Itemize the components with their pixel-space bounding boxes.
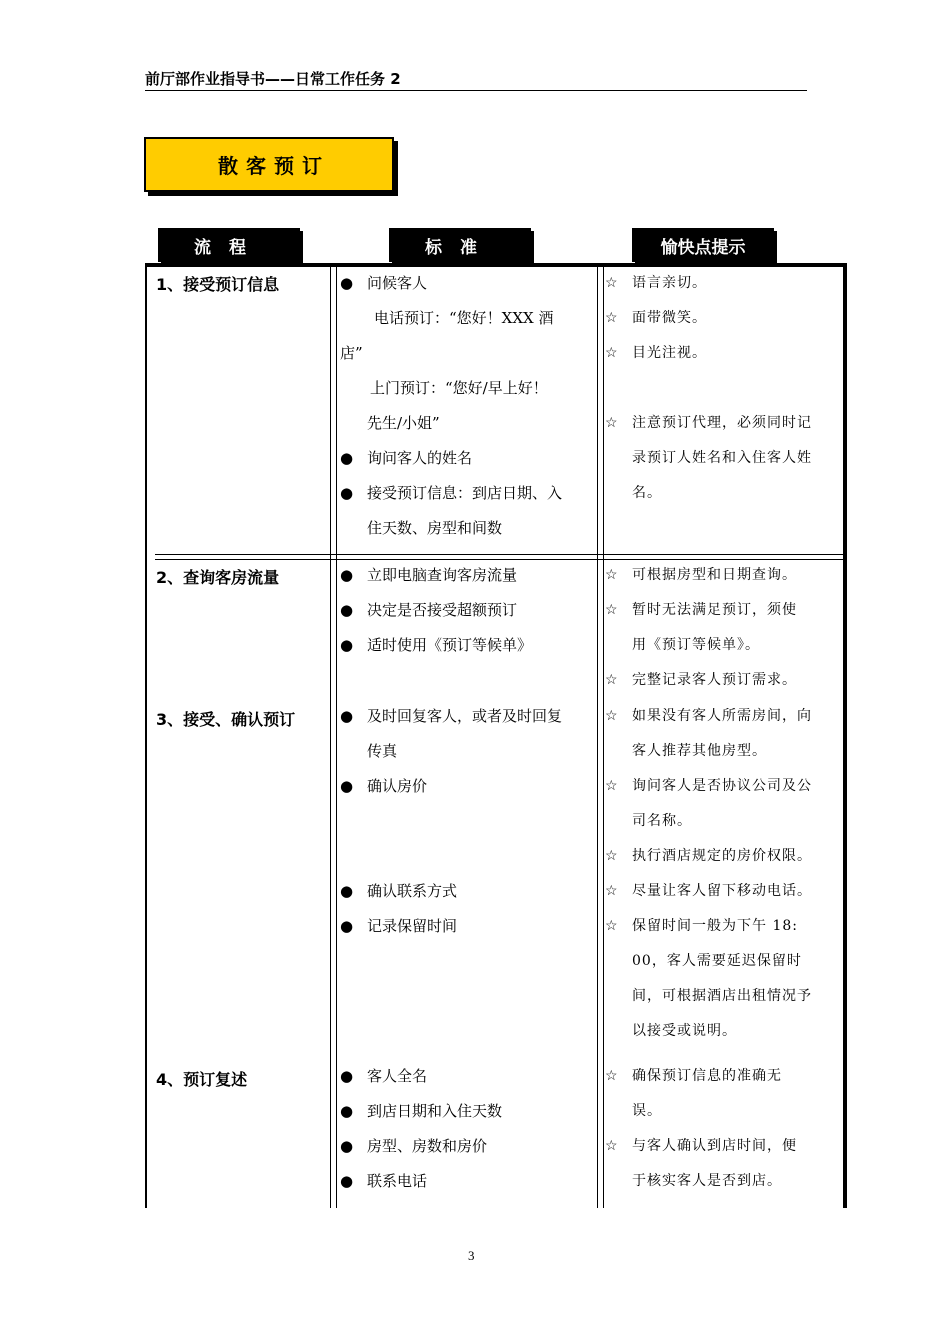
tip-item: ☆ 注意预订代理，必须同时记 [605, 406, 839, 441]
star-icon: ☆ [605, 602, 619, 618]
standard-cell-2 [340, 558, 592, 663]
tip-item: ☆ 如果没有客人所需房间，向 [605, 699, 839, 734]
standard-item: ● 问候客人 [340, 266, 592, 301]
star-icon: ☆ [605, 883, 619, 899]
standard-item: ● 记录保留时间 [340, 909, 592, 944]
process-step-2: 2、查询客房流量 [156, 568, 280, 587]
star-icon: ☆ [605, 778, 619, 794]
star-icon: ☆ [605, 1068, 619, 1084]
star-icon: ☆ [605, 310, 619, 326]
tip-item: ☆ 暂时无法满足预订，须使 [605, 593, 839, 628]
standard-cell-4 [340, 1059, 592, 1199]
tip-item: 录预订人姓名和入住客人姓 [632, 450, 812, 466]
tip-item: 00，客人需要延迟保留时 [632, 953, 802, 969]
tip-item: ☆ 完整记录客人预订需求。 [605, 663, 839, 698]
standard-item: ● 及时回复客人，或者及时回复 [340, 699, 592, 734]
column-header-process: 流程 [158, 228, 300, 262]
star-icon: ☆ [605, 567, 619, 583]
bullet-icon: ● [340, 1172, 354, 1190]
tip-item: 名。 [632, 485, 662, 501]
column-divider [336, 267, 337, 1208]
star-icon: ☆ [605, 708, 619, 724]
standard-item: ● 确认联系方式 [340, 874, 592, 909]
tip-item: ☆ 保留时间一般为下午 18: [605, 909, 839, 944]
tip-item: ☆ 尽量让客人留下移动电话。 [605, 874, 839, 909]
standard-item: ● 询问客人的姓名 [340, 441, 592, 476]
star-icon: ☆ [605, 275, 619, 291]
standard-item: ● 决定是否接受超额预订 [340, 593, 592, 628]
standard-item: 上门预订：“您好/早上好！ [370, 379, 548, 397]
tip-item: ☆ 目光注视。 [605, 336, 839, 371]
bullet-icon: ● [340, 601, 354, 619]
bullet-icon: ● [340, 274, 354, 292]
tip-item: 以接受或说明。 [632, 1023, 737, 1039]
tips-cell-4 [605, 1059, 839, 1199]
star-icon: ☆ [605, 415, 619, 431]
bullet-icon: ● [340, 882, 354, 900]
tips-cell-1 [605, 266, 839, 511]
bullet-icon: ● [340, 1137, 354, 1155]
tip-item: ☆ 确保预订信息的准确无 [605, 1059, 839, 1094]
column-header-tips: 愉快点提示 [632, 228, 774, 262]
bullet-icon: ● [340, 917, 354, 935]
column-divider [597, 267, 598, 1208]
standard-cell-3 [340, 699, 592, 944]
column-header-standard: 标准 [389, 228, 531, 262]
process-step-1: 1、接受预订信息 [156, 275, 280, 294]
standard-item: 先生/小姐” [367, 414, 440, 432]
standard-item: 电话预订：“您好！XXX 酒 [374, 309, 554, 327]
tip-item: 间，可根据酒店出租情况予 [632, 988, 812, 1004]
bullet-icon: ● [340, 1067, 354, 1085]
tip-item: ☆ 与客人确认到店时间，便 [605, 1129, 839, 1164]
tip-item: 用《预订等候单》。 [632, 637, 760, 653]
section-title: 散客预订 [144, 137, 394, 192]
tip-item: ☆ 面带微笑。 [605, 301, 839, 336]
process-step-3: 3、接受、确认预订 [156, 710, 296, 729]
standard-item: ● 联系电话 [340, 1164, 592, 1199]
tip-item: 司名称。 [632, 813, 692, 829]
standard-item: ● 客人全名 [340, 1059, 592, 1094]
standard-item: 传真 [367, 742, 398, 760]
tips-cell-3 [605, 699, 839, 1049]
standard-item: ● 确认房价 [340, 769, 592, 804]
standard-item: ● 房型、房数和房价 [340, 1129, 592, 1164]
row-divider [155, 554, 843, 555]
standard-item: ● 接受预订信息：到店日期、入 [340, 476, 592, 511]
standard-item: ● 立即电脑查询客房流量 [340, 558, 592, 593]
process-step-4: 4、预订复述 [156, 1070, 248, 1089]
bullet-icon: ● [340, 1102, 354, 1120]
bullet-icon: ● [340, 636, 354, 654]
bullet-icon: ● [340, 777, 354, 795]
star-icon: ☆ [605, 918, 619, 934]
tip-item: ☆ 执行酒店规定的房价权限。 [605, 839, 839, 874]
standard-cell-1 [340, 266, 592, 546]
standard-item: ● 适时使用《预订等候单》 [340, 628, 592, 663]
standard-item: 店” [340, 344, 363, 362]
tip-item: ☆ 可根据房型和日期查询。 [605, 558, 839, 593]
standard-item: 住天数、房型和间数 [367, 519, 503, 537]
tip-item: 客人推荐其他房型。 [632, 743, 767, 759]
bullet-icon: ● [340, 484, 354, 502]
star-icon: ☆ [605, 1138, 619, 1154]
bullet-icon: ● [340, 566, 354, 584]
header-rule [145, 90, 807, 91]
bullet-icon: ● [340, 449, 354, 467]
standard-item: ● 到店日期和入住天数 [340, 1094, 592, 1129]
tip-item: 误。 [632, 1103, 662, 1119]
star-icon: ☆ [605, 672, 619, 688]
document-header: 前厅部作业指导书——日常工作任务 2 [145, 70, 401, 88]
column-divider [603, 267, 604, 1208]
tip-item: ☆ 询问客人是否协议公司及公 [605, 769, 839, 804]
bullet-icon: ● [340, 707, 354, 725]
column-divider [330, 267, 331, 1208]
tips-cell-2 [605, 558, 839, 698]
page-number: 3 [468, 1248, 475, 1263]
star-icon: ☆ [605, 848, 619, 864]
tip-item: ☆ 语言亲切。 [605, 266, 839, 301]
tip-item: 于核实客人是否到店。 [632, 1173, 782, 1189]
star-icon: ☆ [605, 345, 619, 361]
